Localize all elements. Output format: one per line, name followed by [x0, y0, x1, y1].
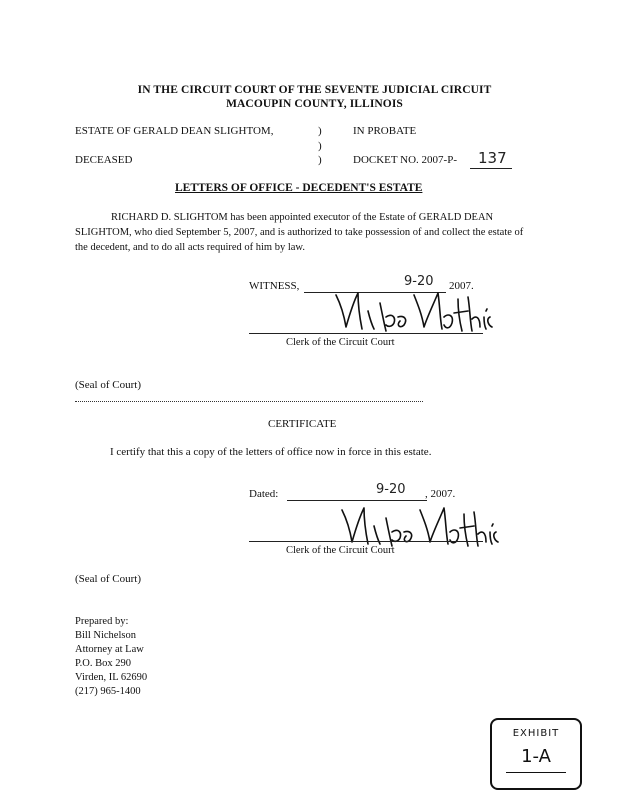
certificate-title: CERTIFICATE [268, 418, 337, 430]
dated-label: Dated: [249, 488, 279, 500]
exhibit-underline [506, 772, 566, 773]
preparer-name: Bill Nichelson [75, 630, 136, 641]
court-header-line-1: IN THE CIRCUIT COURT OF THE SEVENTE JUDICIAL CIRCUIT [137, 84, 492, 96]
prepared-by-block [75, 615, 147, 699]
document-title: LETTERS OF OFFICE - DECEDENT'S ESTATE [175, 182, 423, 194]
seal-of-court-1: (Seal of Court) [75, 379, 141, 391]
seal-of-court-2: (Seal of Court) [75, 573, 141, 585]
dated-handwritten: 9-20 [376, 482, 406, 497]
docket-number-handwritten: 137 [478, 149, 507, 167]
witness-label: WITNESS, [249, 280, 300, 292]
certificate-text: I certify that this a copy of the letters of office now in force in this estate. [110, 446, 432, 458]
clerk-signature-line-1 [249, 333, 483, 334]
exhibit-sticker [490, 718, 582, 790]
witness-date-handwritten: 9-20 [404, 274, 434, 289]
letters-body [75, 210, 535, 255]
clerk-label-2: Clerk of the Circuit Court [286, 545, 395, 556]
exhibit-label: EXHIBIT [512, 728, 560, 739]
dated-year: , 2007. [425, 488, 456, 500]
prepared-by-label: Prepared by: [75, 616, 129, 627]
preparer-address-1: P.O. Box 290 [75, 658, 132, 669]
caption-paren-1: ) [318, 125, 322, 137]
witness-year: 2007. [449, 280, 474, 292]
exhibit-number: 1-A [521, 746, 551, 767]
clerk-signature-1 [330, 283, 495, 338]
dotted-divider [75, 401, 423, 402]
clerk-label-1: Clerk of the Circuit Court [286, 337, 395, 348]
docket-underline [470, 168, 512, 169]
letters-body-text: RICHARD D. SLIGHTOM has been appointed executor of the Estate of GERALD DEAN SLIGHTOM, who died September 5, 2007, and is authorized to take possession of and collect the estate of the decedent, and to do all acts required of him by law. [75, 212, 524, 253]
preparer-title: Attorney at Law [75, 644, 144, 655]
clerk-signature-line-2 [249, 541, 483, 542]
deceased-label: DECEASED [75, 154, 133, 166]
docket-label: DOCKET NO. 2007-P- [353, 154, 457, 166]
caption-paren-3: ) [318, 154, 322, 166]
in-probate-label: IN PROBATE [353, 125, 417, 137]
estate-caption: ESTATE OF GERALD DEAN SLIGHTOM, [75, 125, 274, 137]
court-header-line-2: MACOUPIN COUNTY, ILLINOIS [226, 98, 403, 110]
preparer-phone: (217) 965-1400 [75, 686, 141, 697]
caption-paren-2: ) [318, 140, 322, 152]
preparer-address-2: Virden, IL 62690 [75, 672, 148, 683]
